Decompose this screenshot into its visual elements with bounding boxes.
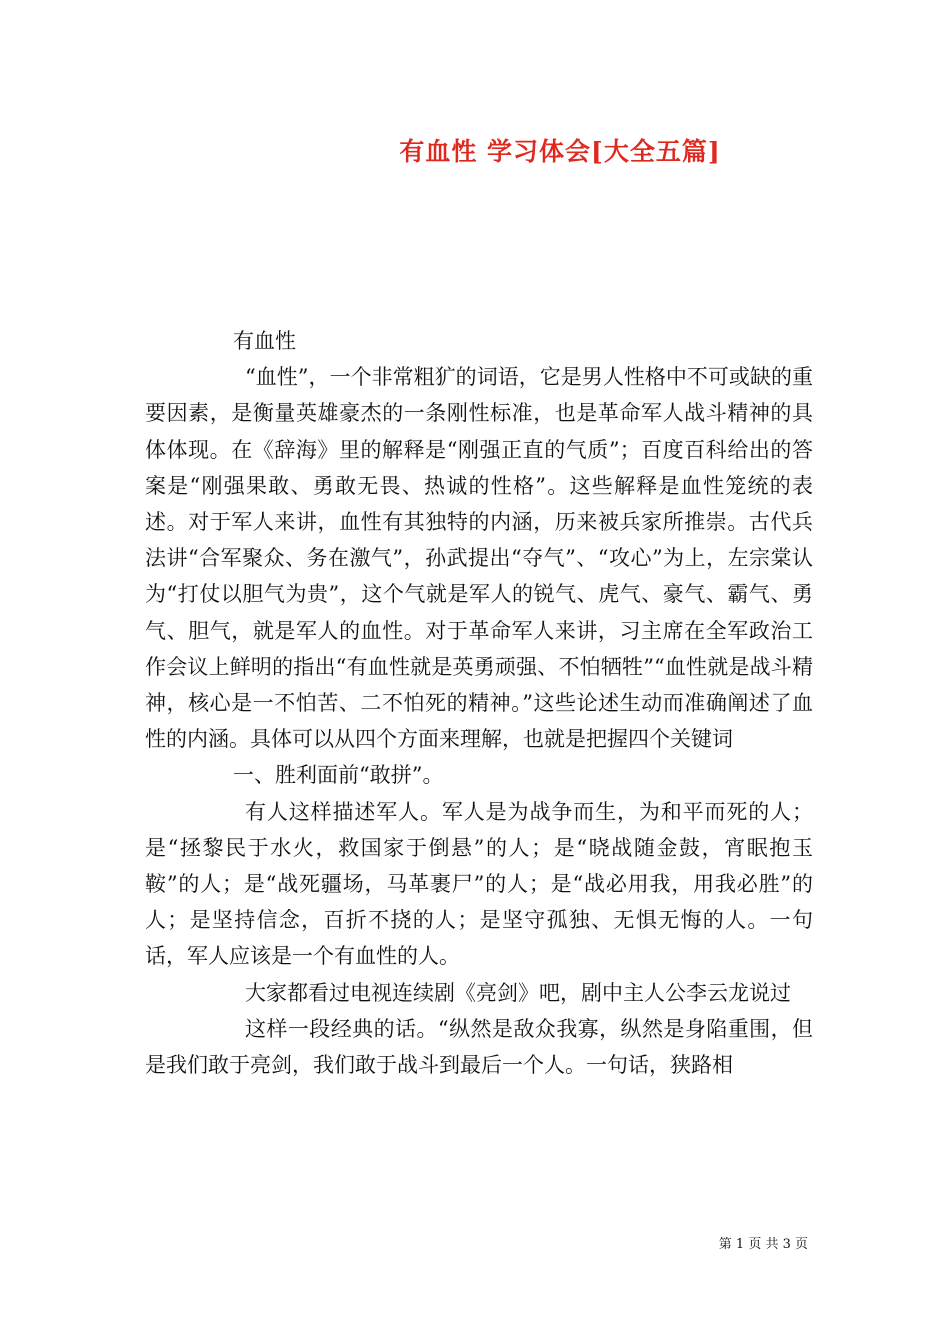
paragraph: 有人这样描述军人。军人是为战争而生，为和平而死的人；是“拯黎民于水火，救国家于倒悬”的人；是“晓战随金鼓，宵眠抱玉鞍”的人；是“战死疆场，马革裹尸”的人；是“战必用我，用我必胜”的人；是坚持信念，百折不挠的人；是坚守孤独、无惧无悔的人。一句话，军人应该是一个有血性的人。 [145,799,813,969]
section-heading: 一、胜利面前“敢拼”。 [233,763,444,788]
document-body [145,323,813,1083]
paragraph: “血性”，一个非常粗犷的词语，它是男人性格中不可或缺的重要因素，是衡量英雄豪杰的一条刚性标准，也是革命军人战斗精神的具体体现。在《辞海》里的解释是“刚强正直的气质”；百度百科给出的答案是“刚强果敢、勇敢无畏、热诚的性格”。这些解释是血性笼统的表述。对于军人来讲，血性有其独特的内涵，历来被兵家所推崇。古代兵法讲“合军聚众、务在激气”，孙武提出“夺气”、“攻心”为上，左宗棠认为“打仗以胆气为贵”，这个气就是军人的锐气、虎气、豪气、霸气、勇气、胆气，就是军人的血性。对于革命军人来讲，习主席在全军政治工作会议上鲜明的指出“有血性就是英勇顽强、不怕牺牲”“血性就是战斗精神，核心是一不怕苦、二不怕死的精神。”这些论述生动而准确阐述了血性的内涵。具体可以从四个方面来理解，也就是把握四个关键词 [145,365,813,752]
paragraph: 大家都看过电视连续剧《亮剑》吧，剧中主人公李云龙说过 [245,980,791,1005]
paragraph: 这样一段经典的话。“纵然是敌众我寡，纵然是身陷重围，但是我们敢于亮剑，我们敢于战斗到最后一个人。一句话，狭路相 [145,1016,813,1078]
page-number: 第 1 页 共 3 页 [718,1237,808,1252]
document-title: 有血性 学习体会[大全五篇] [399,137,721,166]
section-subtitle: 有血性 [233,329,296,353]
